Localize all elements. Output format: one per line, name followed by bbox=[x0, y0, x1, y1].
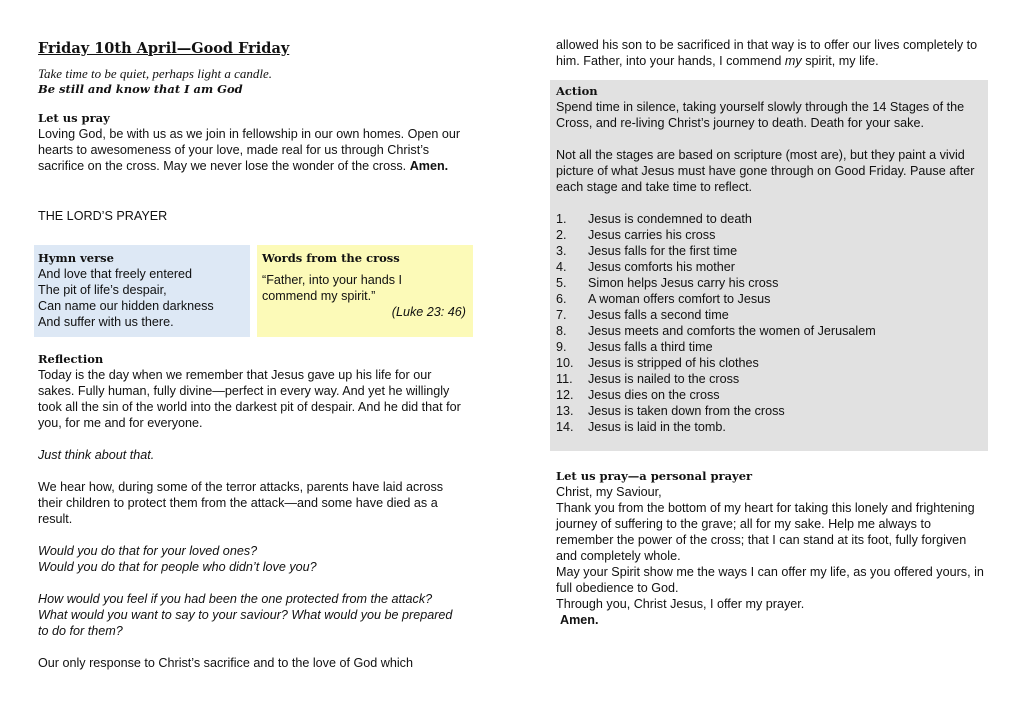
hymn-verse-heading: Hymn verse bbox=[38, 251, 114, 265]
list-item: 7. Jesus falls a second time bbox=[556, 308, 729, 322]
opening-prayer-text: Loving God, be with us as we join in fellowship in our own homes. Open our hearts to awesomeness of your love, made real for us through Christ’s sacrifice on the cross. May we never lose the wonder of the cross. Amen. bbox=[38, 127, 461, 173]
hymn-verse-box bbox=[34, 245, 250, 337]
intro-verse: Be still and know that I am God bbox=[38, 82, 243, 96]
opening-prayer-heading: Let us pray bbox=[38, 111, 110, 125]
reflection-continuation: allowed his son to be sacrificed in that way is to offer our lives completely to him. Father, into your hands, I commend my spirit, my life. bbox=[556, 38, 978, 68]
action-box bbox=[550, 80, 988, 451]
words-from-cross-box bbox=[257, 245, 473, 337]
reflection-paragraph: How would you feel if you had been the one protected from the attack? What would you want to say to your saviour? What would you be prepared to do for them? bbox=[38, 592, 453, 638]
list-item: 10. Jesus is stripped of his clothes bbox=[556, 356, 759, 370]
reflection-paragraph: We hear how, during some of the terror attacks, parents have laid across their children to protect them from the attack—and some have died as a result. bbox=[38, 480, 444, 526]
stations-of-cross-list bbox=[556, 211, 982, 435]
hymn-line: Can name our hidden darkness bbox=[38, 299, 214, 313]
list-item: 14. Jesus is laid in the tomb. bbox=[556, 420, 726, 434]
list-item: 2. Jesus carries his cross bbox=[556, 228, 716, 242]
words-quote: “Father, into your hands I commend my spirit.” bbox=[262, 273, 403, 303]
personal-prayer-heading: Let us pray—a personal prayer bbox=[556, 469, 753, 483]
personal-prayer-line: Through you, Christ Jesus, I offer my prayer. bbox=[556, 597, 805, 611]
words-citation: (Luke 23: 46) bbox=[391, 305, 466, 319]
lords-prayer-heading: THE LORD’S PRAYER bbox=[38, 209, 168, 223]
opening-prayer-section bbox=[38, 111, 470, 174]
personal-prayer-line: Thank you from the bottom of my heart for taking this lonely and frightening journey of suffering to the grave; all for my sake. Help me always to remember the power of the cross; that I can stand at its foot, fully forgiven and completely whole. bbox=[556, 501, 975, 563]
hymn-line: The pit of life’s despair, bbox=[38, 283, 167, 297]
list-item: 4. Jesus comforts his mother bbox=[556, 260, 735, 274]
list-item: 3. Jesus falls for the first time bbox=[556, 244, 738, 258]
action-paragraph: Not all the stages are based on scripture (most are), but they paint a vivid picture of what Jesus must have gone through on Good Friday. Pause after each stage and take time to reflect. bbox=[556, 148, 975, 194]
opening-prayer-amen: Amen. bbox=[409, 159, 449, 173]
reflection-paragraph: Just think about that. bbox=[38, 448, 155, 462]
reflection-question: Would you do that for your loved ones? bbox=[38, 544, 258, 558]
list-item: 13. Jesus is taken down from the cross bbox=[556, 404, 785, 418]
hymn-line: And love that freely entered bbox=[38, 267, 193, 281]
reflection-paragraph: Our only response to Christ’s sacrifice and to the love of God which bbox=[38, 656, 413, 670]
page-title: Friday 10th April—Good Friday bbox=[38, 40, 290, 57]
list-item: 12. Jesus dies on the cross bbox=[556, 388, 720, 402]
emphasis-my: my bbox=[784, 54, 802, 68]
personal-prayer-section bbox=[556, 469, 986, 628]
hymn-line: And suffer with us there. bbox=[38, 315, 174, 329]
action-paragraph: Spend time in silence, taking yourself slowly through the 14 Stages of the Cross, and re-living Christ’s journey to death. Death for your sake. bbox=[556, 100, 965, 130]
action-heading: Action bbox=[556, 84, 598, 98]
personal-prayer-line: May your Spirit show me the ways I can offer my life, as you offered yours, in full obedience to God. bbox=[556, 565, 984, 595]
list-item: 8. Jesus meets and comforts the women of Jerusalem bbox=[556, 324, 876, 338]
personal-prayer-amen: Amen. bbox=[560, 613, 599, 627]
list-item: 9. Jesus falls a third time bbox=[556, 340, 713, 354]
intro-instruction: Take time to be quiet, perhaps light a candle. bbox=[38, 66, 272, 81]
reflection-question: Would you do that for people who didn’t love you? bbox=[38, 560, 317, 574]
reflection-section bbox=[38, 352, 470, 671]
personal-prayer-line: Christ, my Saviour, bbox=[556, 485, 662, 499]
list-item: 11. Jesus is nailed to the cross bbox=[556, 372, 740, 386]
reflection-paragraph: Today is the day when we remember that Jesus gave up his life for our sakes. Fully human, fully divine—perfect in every way. And yet he willingly took all the sin of the world into the darkest pit of despair. And he did that for you, for me and for everyone. bbox=[38, 368, 461, 430]
list-item: 5. Simon helps Jesus carry his cross bbox=[556, 276, 779, 290]
list-item: 6. A woman offers comfort to Jesus bbox=[556, 292, 771, 306]
reflection-heading: Reflection bbox=[38, 352, 104, 366]
words-from-cross-heading: Words from the cross bbox=[262, 251, 400, 265]
list-item: 1. Jesus is condemned to death bbox=[556, 212, 752, 226]
